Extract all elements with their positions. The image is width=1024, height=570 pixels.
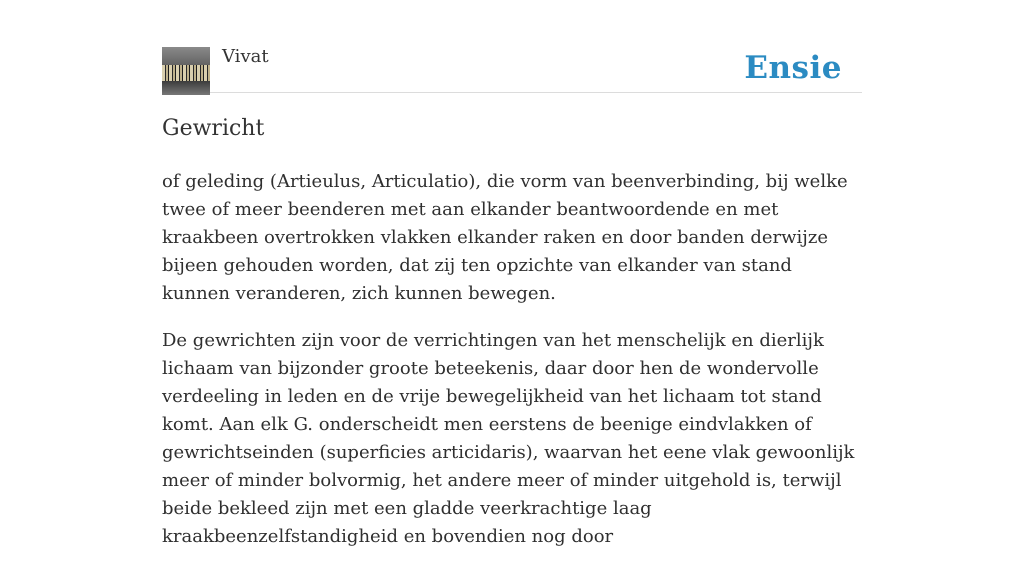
article-paragraph: De gewrichten zijn voor de verrichtingen van het menschelijk en dierlijk lichaam van bijzonder groote beteekenis, daar door hen de wondervolle verdeeling in leden en de vrije bewegelijkheid van het lichaam tot stand komt. Aan elk G. onderscheidt men eerstens de beenige eindvlakken of gewrichtseinden (superficies articidaris), waarvan het eene vlak gewoonlijk meer of minder bolvormig, het andere meer of minder uitgehold is, terwijl beide bekleed zijn met een gladde veerkrachtige laag kraakbeenzelfstandigheid en bovendien nog door bbox=[162, 330, 855, 547]
article-paragraph: of geleding (Artieulus, Articulatio), die vorm van beenverbinding, bij welke twee of meer beenderen met aan elkander beantwoordende en met kraakbeen overtrokken vlakken elkander raken en door banden derwijze bijeen gehouden worden, dat zij ten opzichte van elkander van stand kunnen veranderen, zich kunnen bewegen. bbox=[162, 171, 848, 304]
avatar-image-bottom bbox=[162, 81, 210, 95]
article-body bbox=[162, 168, 862, 570]
author-avatar[interactable] bbox=[162, 47, 210, 95]
brand-logo[interactable]: Ensie bbox=[744, 50, 842, 86]
page bbox=[162, 0, 862, 547]
author-name[interactable]: Vivat bbox=[222, 46, 269, 67]
header bbox=[162, 0, 862, 93]
article-title: Gewricht bbox=[162, 116, 265, 141]
avatar-image-books bbox=[162, 65, 210, 81]
avatar-image-top bbox=[162, 47, 210, 67]
